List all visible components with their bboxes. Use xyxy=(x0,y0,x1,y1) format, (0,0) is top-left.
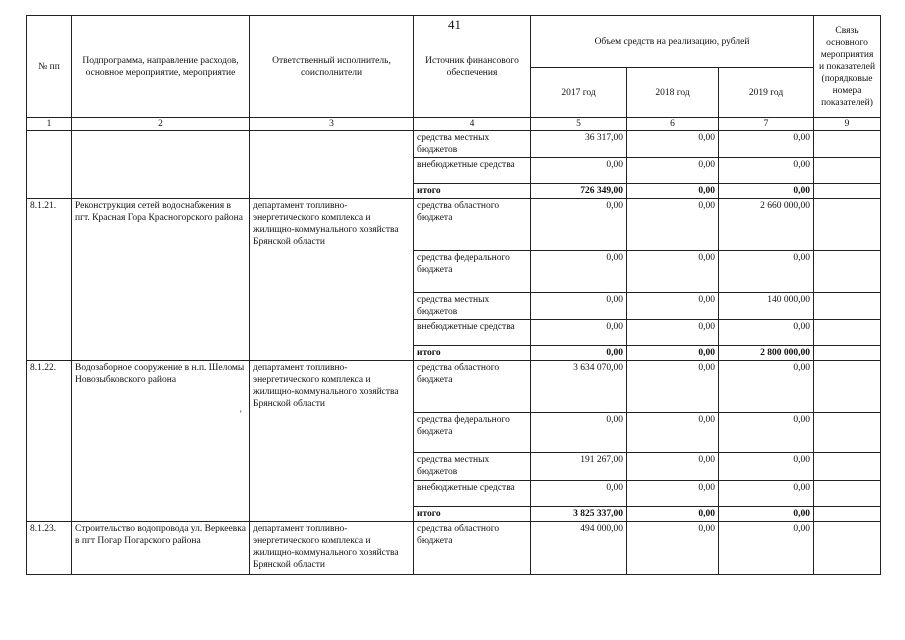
header-year-2017: 2017 год xyxy=(531,68,627,118)
header-link: Связь основного мероприятия и показателей (порядковые номера показателей) xyxy=(814,16,881,118)
item-number: 8.1.21. xyxy=(27,199,72,361)
link-cell xyxy=(814,131,881,158)
header-no: № пп xyxy=(27,16,72,118)
col-number: 5 xyxy=(531,118,627,131)
value-y2018: 0,00 xyxy=(627,361,719,413)
value-y2017: 494 000,00 xyxy=(531,522,627,575)
table-row xyxy=(27,522,881,575)
value-y2019: 0,00 xyxy=(719,361,814,413)
item-executor: департамент топливно-энергетического комплекса и жилищно-коммунального хозяйства Брянской области xyxy=(250,522,414,575)
value-y2019: 0,00 xyxy=(719,413,814,453)
value-y2018: 0,00 xyxy=(627,522,719,575)
link-cell xyxy=(814,199,881,251)
col-number: 7 xyxy=(719,118,814,131)
value-y2018: 0,00 xyxy=(627,507,719,522)
source-cell: внебюджетные средства xyxy=(414,158,531,184)
table-row xyxy=(27,361,881,413)
link-cell xyxy=(814,361,881,413)
source-cell: средства местных бюджетов xyxy=(414,293,531,320)
value-y2017: 0,00 xyxy=(531,251,627,293)
source-cell: средства областного бюджета xyxy=(414,199,531,251)
value-y2017: 0,00 xyxy=(531,199,627,251)
value-y2017: 0,00 xyxy=(531,481,627,507)
value-y2019: 140 000,00 xyxy=(719,293,814,320)
name-cell xyxy=(72,131,250,199)
value-y2018: 0,00 xyxy=(627,453,719,481)
link-cell xyxy=(814,413,881,453)
value-y2018: 0,00 xyxy=(627,199,719,251)
page-number: 41 xyxy=(448,17,461,32)
table-row xyxy=(27,199,881,251)
value-y2018: 0,00 xyxy=(627,131,719,158)
item-name: Реконструкция сетей водоснабжения в пгт. Красная Гора Красногорского района xyxy=(72,199,250,361)
value-y2019: 0,00 xyxy=(719,507,814,522)
value-y2018: 0,00 xyxy=(627,158,719,184)
link-cell xyxy=(814,481,881,507)
value-y2018: 0,00 xyxy=(627,251,719,293)
value-y2018: 0,00 xyxy=(627,346,719,361)
item-name: Строительство водопровода ул. Веркеевка в пгт Погар Погарского района xyxy=(72,522,250,575)
source-cell: итого xyxy=(414,507,531,522)
budget-table xyxy=(26,15,881,575)
value-y2019: 0,00 xyxy=(719,522,814,575)
source-cell: средства областного бюджета xyxy=(414,522,531,575)
value-y2019: 0,00 xyxy=(719,251,814,293)
value-y2018: 0,00 xyxy=(627,481,719,507)
no-cell xyxy=(27,131,72,199)
link-cell xyxy=(814,320,881,346)
value-y2019: 0,00 xyxy=(719,453,814,481)
value-y2019: 0,00 xyxy=(719,158,814,184)
table-row xyxy=(27,131,881,158)
value-y2019: 0,00 xyxy=(719,131,814,158)
header-volume: Объем средств на реализацию, рублей xyxy=(531,16,814,68)
source-cell: средства местных бюджетов xyxy=(414,453,531,481)
value-y2017: 36 317,00 xyxy=(531,131,627,158)
value-y2019: 0,00 xyxy=(719,481,814,507)
col-number: 4 xyxy=(414,118,531,131)
header-executor: Ответственный исполнитель, соисполнители xyxy=(250,16,414,118)
item-executor: департамент топливно-энергетического комплекса и жилищно-коммунального хозяйства Брянской области xyxy=(250,199,414,361)
source-cell: итого xyxy=(414,184,531,199)
stray-mark: ' xyxy=(240,409,242,419)
item-number: 8.1.23. xyxy=(27,522,72,575)
link-cell xyxy=(814,158,881,184)
source-cell: средства федерального бюджета xyxy=(414,251,531,293)
header-source: Источник финансового обеспечения xyxy=(414,16,531,118)
source-cell: средства местных бюджетов xyxy=(414,131,531,158)
value-y2017: 0,00 xyxy=(531,158,627,184)
link-cell xyxy=(814,453,881,481)
col-number: 9 xyxy=(814,118,881,131)
value-y2018: 0,00 xyxy=(627,184,719,199)
value-y2018: 0,00 xyxy=(627,320,719,346)
link-cell xyxy=(814,293,881,320)
col-number: 1 xyxy=(27,118,72,131)
source-cell: внебюджетные средства xyxy=(414,481,531,507)
link-cell xyxy=(814,522,881,575)
value-y2017: 0,00 xyxy=(531,320,627,346)
item-executor: департамент топливно-энергетического комплекса и жилищно-коммунального хозяйства Брянской области xyxy=(250,361,414,522)
source-cell: средства областного бюджета xyxy=(414,361,531,413)
value-y2017: 3 634 070,00 xyxy=(531,361,627,413)
link-cell xyxy=(814,507,881,522)
link-cell xyxy=(814,251,881,293)
value-y2018: 0,00 xyxy=(627,293,719,320)
source-cell: средства федерального бюджета xyxy=(414,413,531,453)
link-cell xyxy=(814,346,881,361)
value-y2017: 0,00 xyxy=(531,346,627,361)
header-year-2019: 2019 год xyxy=(719,68,814,118)
source-cell: итого xyxy=(414,346,531,361)
value-y2017: 0,00 xyxy=(531,413,627,453)
source-cell: внебюджетные средства xyxy=(414,320,531,346)
item-name: Водозаборное сооружение в н.п. Шеломы Новозыбковского района xyxy=(72,361,250,522)
value-y2019: 0,00 xyxy=(719,320,814,346)
value-y2018: 0,00 xyxy=(627,413,719,453)
executor-cell xyxy=(250,131,414,199)
col-number: 2 xyxy=(72,118,250,131)
value-y2019: 2 800 000,00 xyxy=(719,346,814,361)
header-year-2018: 2018 год xyxy=(627,68,719,118)
value-y2017: 726 349,00 xyxy=(531,184,627,199)
value-y2017: 3 825 337,00 xyxy=(531,507,627,522)
value-y2017: 0,00 xyxy=(531,293,627,320)
header-subprogram: Подпрограмма, направление расходов, основное мероприятие, мероприятие xyxy=(72,16,250,118)
col-number: 6 xyxy=(627,118,719,131)
value-y2019: 2 660 000,00 xyxy=(719,199,814,251)
value-y2019: 0,00 xyxy=(719,184,814,199)
value-y2017: 191 267,00 xyxy=(531,453,627,481)
item-number: 8.1.22. xyxy=(27,361,72,522)
col-number: 3 xyxy=(250,118,414,131)
link-cell xyxy=(814,184,881,199)
